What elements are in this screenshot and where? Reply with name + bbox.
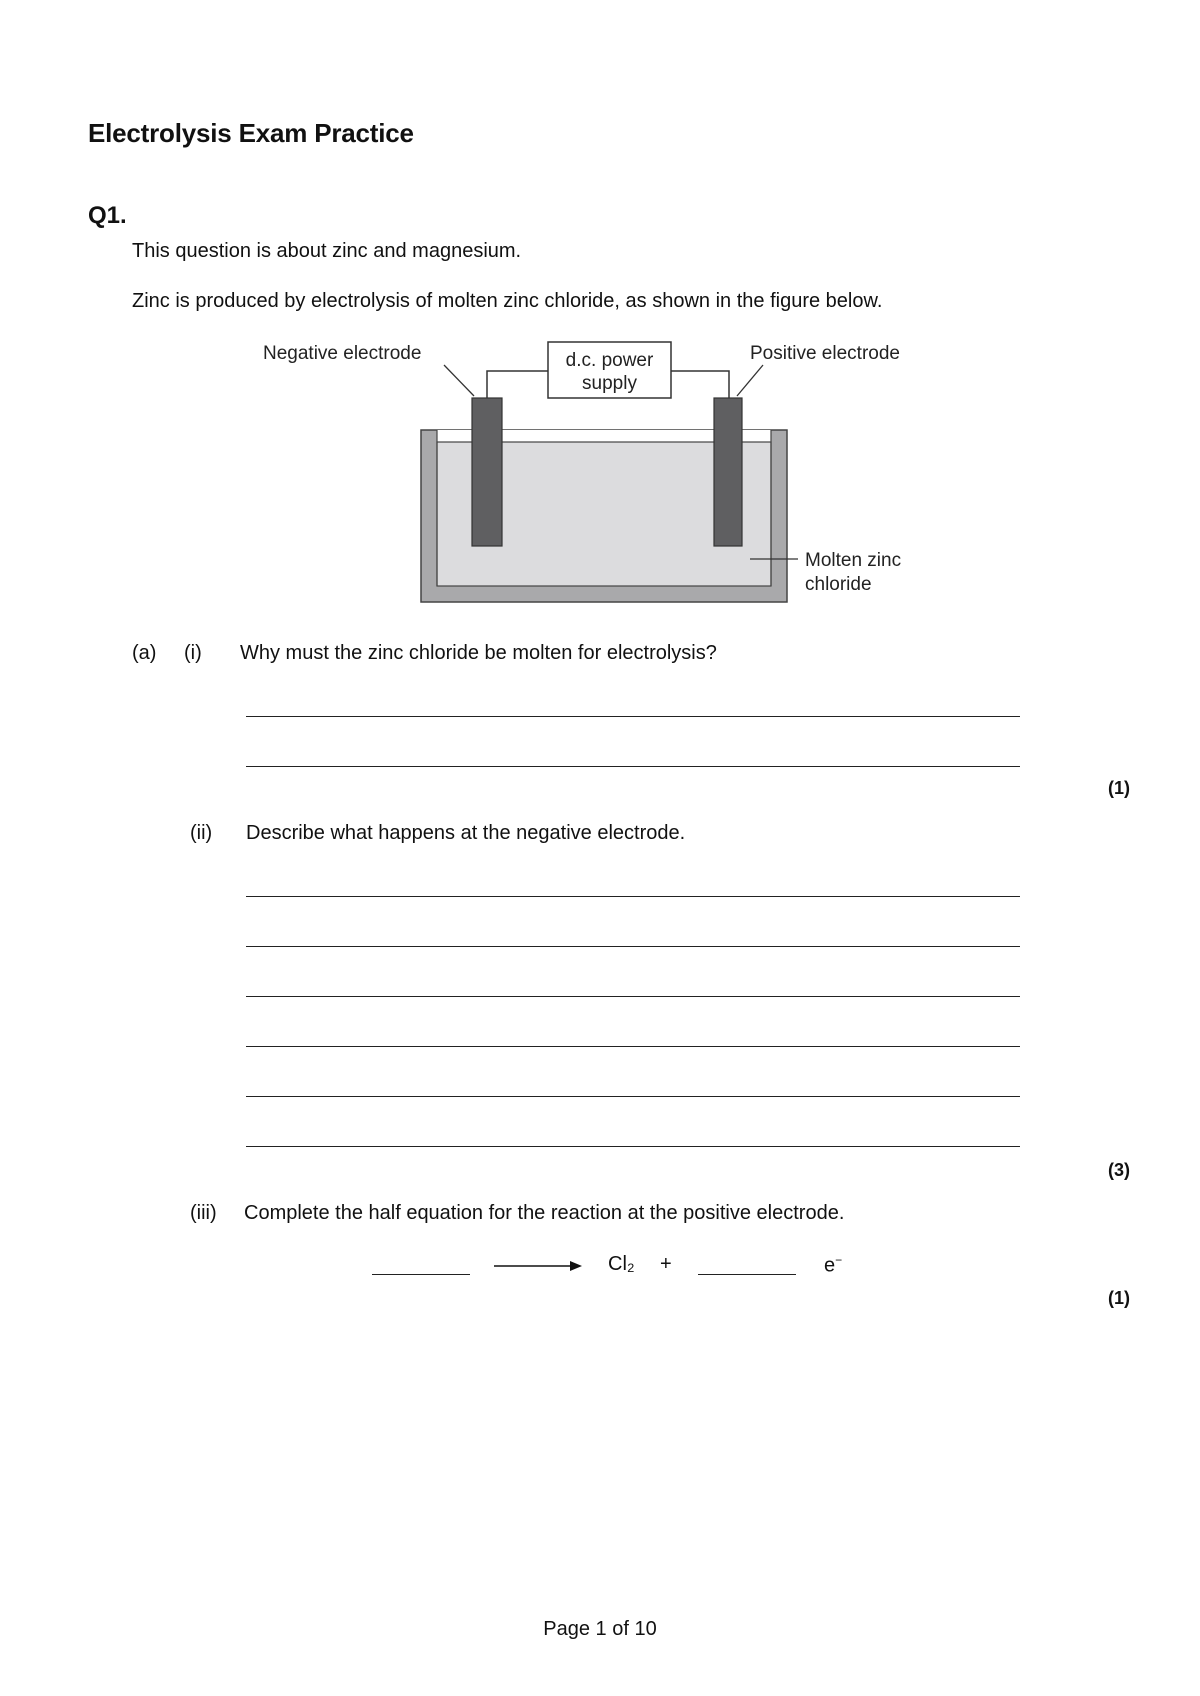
answer-line[interactable]	[246, 946, 1020, 947]
answer-line[interactable]	[246, 766, 1020, 767]
equation-product: Cl₂	[608, 1253, 635, 1275]
molten-label-2: chloride	[805, 574, 872, 595]
subpart-iii-number: (iii)	[190, 1202, 217, 1224]
question-number: Q1.	[88, 202, 127, 229]
electron-charge: −	[835, 1253, 843, 1267]
electron-symbol: e	[824, 1254, 836, 1277]
answer-line[interactable]	[246, 1146, 1020, 1147]
intro-text-figure: Zinc is produced by electrolysis of molten zinc chloride, as shown in the figure below.	[132, 290, 883, 312]
equation-electron	[824, 1253, 842, 1278]
subpart-i-question: Why must the zinc chloride be molten for electrolysis?	[240, 642, 717, 664]
subpart-i-number: (i)	[184, 642, 202, 664]
electrolysis-figure	[250, 330, 970, 610]
answer-line[interactable]	[246, 716, 1020, 717]
negative-electrode	[472, 398, 502, 546]
intro-text: This question is about zinc and magnesium.	[132, 240, 522, 262]
power-supply-label-1: d.c. power	[565, 350, 654, 371]
negative-electrode-label: Negative electrode	[263, 343, 422, 364]
marks-i: (1)	[1108, 778, 1130, 798]
part-letter: (a)	[132, 642, 157, 664]
page-number: Page 1 of 10	[543, 1618, 657, 1640]
positive-electrode-label: Positive electrode	[750, 343, 900, 364]
answer-line[interactable]	[246, 996, 1020, 997]
equation-electron-count-blank[interactable]	[698, 1274, 796, 1275]
power-supply-label-2: supply	[582, 373, 637, 394]
positive-electrode	[714, 398, 742, 546]
subpart-iii-question: Complete the half equation for the reaction at the positive electrode.	[244, 1202, 845, 1224]
reaction-arrow-icon	[494, 1256, 584, 1276]
subpart-ii-question: Describe what happens at the negative electrode.	[246, 822, 686, 844]
positive-label-leader	[737, 365, 763, 396]
negative-label-leader	[444, 365, 474, 396]
wire-negative	[487, 371, 548, 398]
molten-label-1: Molten zinc	[805, 550, 902, 571]
answer-line[interactable]	[246, 1046, 1020, 1047]
wire-positive	[671, 371, 729, 398]
marks-iii: (1)	[1108, 1288, 1130, 1308]
equation-plus: +	[660, 1253, 672, 1275]
answer-line[interactable]	[246, 1096, 1020, 1097]
page-title: Electrolysis Exam Practice	[88, 118, 414, 148]
subpart-ii-number: (ii)	[190, 822, 213, 844]
marks-ii: (3)	[1108, 1160, 1130, 1180]
answer-line[interactable]	[246, 896, 1020, 897]
equation-reactant-blank[interactable]	[372, 1274, 470, 1275]
